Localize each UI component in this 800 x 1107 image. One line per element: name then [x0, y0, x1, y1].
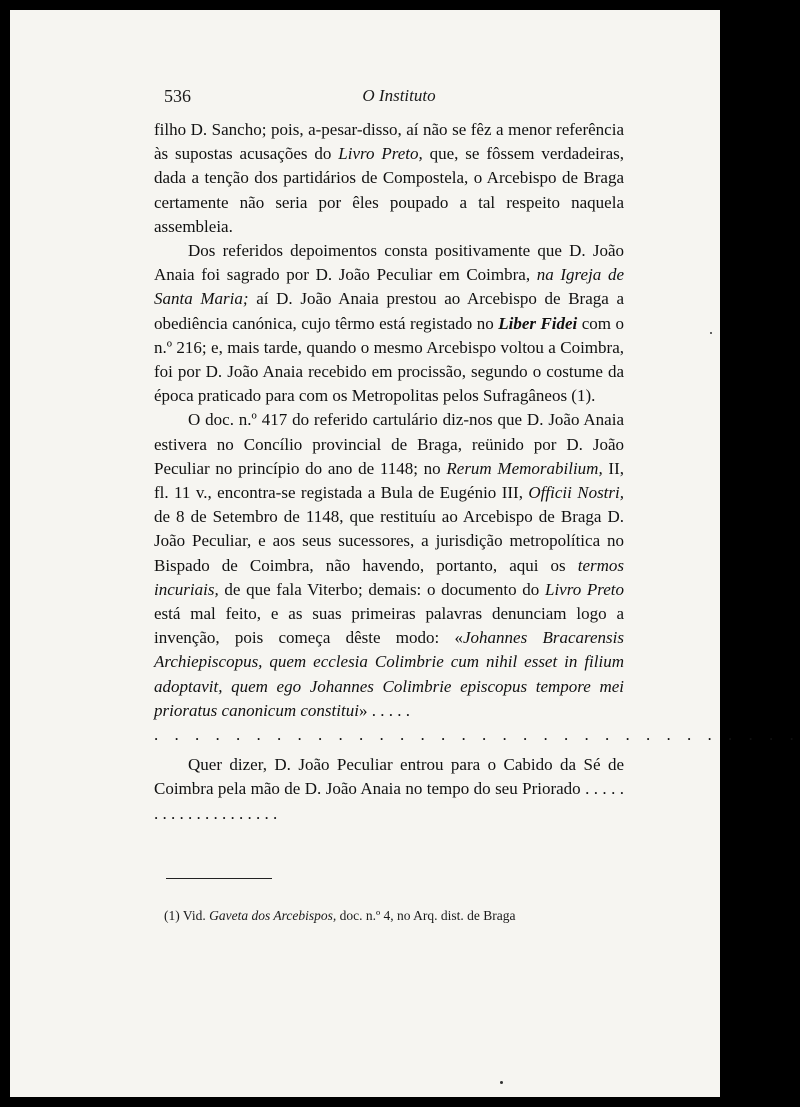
paragraph: O doc. n.º 417 do referido cartulário diz-nos que D. João Anaia estivera no Concílio provincial de Braga, reünido por D. João Peculiar no princípio do ano de 1148; no Rerum Memorabilium, II, fl. 11 v., encontra-se registada a Bula de Eugénio III, Officii Nostri, de 8 de Setembro de 1148, que restituíu ao Arcebispo de Braga D. João Peculiar, e aos seus sucessores, a jurisdição metropolítica no Bispado de Coimbra, não havendo, portanto, aqui os termos incuriais, de que fala Viterbo; demais: o documento do Livro Preto está mal feito, e as suas primeiras palavras denunciam logo a invenção, pois começa dêste modo: «Johannes Bracarensis Archiepiscopus, quem ecclesia Colimbrie cum nihil esset in filium adoptavit, quem ego Johannes Colimbrie episcopus tempore mei prioratus canonicum constitui» . . . . . — [154, 410, 624, 720]
footnote-title: Gaveta dos Arcebispos, — [209, 908, 337, 923]
footnote: (1) Vid. Gaveta dos Arcebispos, doc. n.º 4, no Arq. dist. de Braga — [164, 908, 516, 923]
paragraph: Dos referidos depoimentos consta positivamente que D. João Anaia foi sagrado por D. João Peculiar em Coimbra, na Igreja de Santa Maria; aí D. João Anaia prestou ao Arcebispo de Braga a obediência canónica, cujo têrmo está registado no Liber Fidei com o n.º 216; e, mais tarde, quando o mesmo Arcebispo voltou a Coimbra, foi por D. João Anaia recebido em procissão, segundo o costume da época praticado para com os Metropolitas pelos Sufragâneos (1). — [154, 241, 625, 406]
paragraph: Quer dizer, D. João Peculiar entrou para o Cabido da Sé de Coimbra pela mão de D. João Anaia no tempo do seu Priorado . . . . . . . . . . . . . . . . . . . . — [154, 755, 624, 823]
body-text — [154, 118, 800, 826]
paragraph: filho D. Sancho; pois, a-pesar-disso, aí não se fêz a menor referência às supostas acusações do Livro Preto, que, se fôssem verdadeiras, dada a tenção dos partidários de Compostela, o Arcebispo de Braga certamente não seria por êles poupado a tal respeito naquela assembleia. — [154, 120, 624, 236]
print-speck — [500, 1081, 503, 1084]
footnote-marker: (1) — [164, 908, 180, 923]
page-number: 536 — [164, 86, 191, 106]
ellipsis-line: . . . . . . . . . . . . . . . . . . . . . . . . . . . . . . . . — [154, 725, 800, 745]
footnote-rule — [166, 878, 272, 879]
page-header — [164, 86, 634, 110]
print-speck — [710, 332, 712, 334]
running-title: O Instituto — [362, 86, 436, 105]
